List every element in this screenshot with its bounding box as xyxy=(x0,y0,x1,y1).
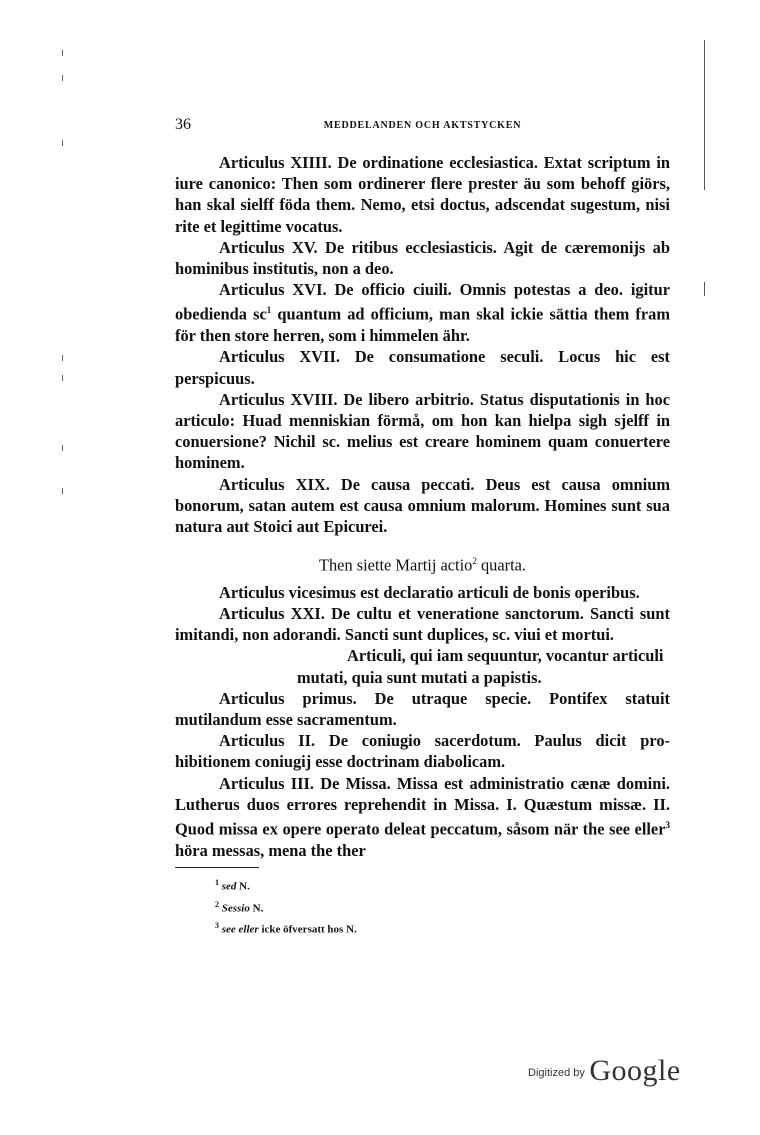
paragraph: Articuli, qui iam sequuntur, vocantur articuli mutati, quia sunt mutati a papistis. xyxy=(297,646,664,687)
footnote-mark: 1 xyxy=(215,877,219,887)
footnote xyxy=(215,896,670,918)
paragraph: Articulus XV. De ritibus ecclesiasticis. Agit de cæremonijs ab hominibus institutis, non a deo. xyxy=(175,237,670,279)
running-head: MEDDELANDEN OCH AKTSTYCKEN xyxy=(323,120,522,131)
paragraph: Articulus XVII. De consumatione seculi. Locus hic est perspicuus. xyxy=(175,347,670,388)
footnote xyxy=(215,917,670,939)
scan-edge-line xyxy=(704,282,705,296)
paragraph-text: quantum ad officium, man skal ickie sättia them fram för then store herren, som i himmelen ähr. xyxy=(175,304,670,346)
footnote-ref: 1 xyxy=(266,305,272,316)
section-heading xyxy=(175,551,670,576)
paragraph: Articulus II. De coniugio sacerdotum. Paulus dicit prohibitionem coniugij esse doctrinam diabolicam. xyxy=(175,731,670,772)
paragraph: Articulus vicesimus est declaratio articuli de bonis operibus. xyxy=(219,582,640,602)
paragraph: Articulus primus. De utraque specie. Pontifex statuit mutilandum esse sacramentum. xyxy=(175,688,670,730)
scan-edge-line xyxy=(704,40,705,190)
paragraph-text: Articulus III. De Missa. Missa est administratio cænæ domini. Lutherus duos errores reprehendit in Missa. I. Quæstum missæ. II. Quod missa ex opere operato deleat peccatum, såsom när the see eller xyxy=(175,773,670,839)
google-logo: Google xyxy=(589,1054,681,1087)
footnote-rule xyxy=(175,867,259,868)
scan-edge-mark xyxy=(62,75,63,81)
footnote-ref: 2 xyxy=(472,556,477,567)
paragraph xyxy=(175,279,670,346)
scan-edge-mark xyxy=(62,375,63,381)
book-page xyxy=(175,116,670,939)
footnote-mark: 3 xyxy=(215,921,219,931)
paragraph: Articulus XXI. De cultu et veneratione sanctorum. Sancti sunt imitandi, non adorandi. Sancti sunt duplices, sc. viui et mortui. xyxy=(175,604,670,645)
scan-edge-mark xyxy=(62,355,63,361)
footnote-italic: see eller xyxy=(221,923,259,936)
paragraph xyxy=(175,773,670,861)
scan-edge-mark xyxy=(62,445,63,451)
digitized-watermark xyxy=(528,1054,681,1088)
footnotes xyxy=(215,874,670,939)
footnote-text: icke öfversatt hos N. xyxy=(258,923,357,936)
footnote-text: N. xyxy=(236,880,250,893)
page-header xyxy=(175,116,670,138)
footnote-text: N. xyxy=(249,902,264,915)
paragraph-text: Articulus XVI. De officio ciuili. Omnis potestas a deo. igitur obedienda sc xyxy=(175,280,670,324)
body-text xyxy=(175,152,670,861)
heading-text: quarta. xyxy=(476,555,527,575)
page-number: 36 xyxy=(175,116,191,133)
footnote-mark: 2 xyxy=(215,899,219,909)
paragraph: Articulus XIIII. De ordinatione ecclesiastica. Extat scriptum in iure canonico: Then som ordinerer flere prester äu som behoff giörs, han skal sielff föda them. Nemo, etsi doctus, adscendat sugestum, nisi rite et legittime vocatus. xyxy=(175,153,670,236)
paragraph: Articulus XVIII. De libero arbitrio. Status disputationis in hoc articulo: Huad menniskian förmå, om hon kan hielpa sigh sjelff in conuersione? Nichil sc. melius est creare hominem quam conuertere hominem. xyxy=(175,389,670,473)
watermark-prefix: Digitized by xyxy=(528,1067,585,1079)
paragraph-text: höra messas, mena the ther xyxy=(175,840,366,860)
heading-text: Then siette Martij actio xyxy=(318,555,473,575)
paragraph: Articulus XIX. De causa peccati. Deus est causa omnium bonorum, satan autem est causa omnium malorum. Homines sunt sua natura aut Stoici aut Epicurei. xyxy=(175,474,670,536)
scan-edge-mark xyxy=(62,488,63,494)
scan-edge-mark xyxy=(62,50,63,56)
scan-edge-mark xyxy=(62,140,63,146)
footnote-italic: sed xyxy=(221,880,237,893)
footnote-ref: 3 xyxy=(665,820,670,831)
footnote-italic: Sessio xyxy=(221,902,250,915)
footnote xyxy=(215,874,670,896)
